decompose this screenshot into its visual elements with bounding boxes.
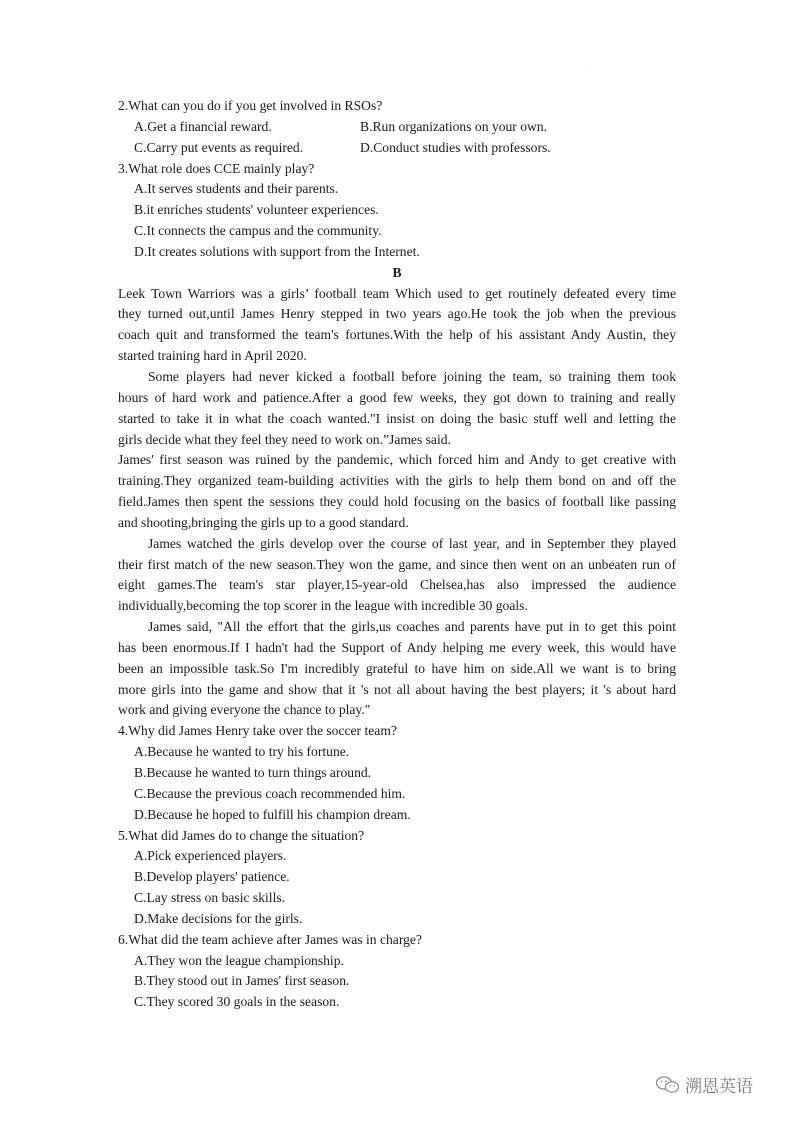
question-stem: 5.What did James do to change the situation? — [118, 827, 365, 843]
section-title: B — [392, 264, 402, 280]
wechat-icon — [655, 1075, 681, 1095]
passage-line: Leek Town Warriors was a girls’ football team Which used to get routinely defeated every time — [118, 285, 676, 301]
option: C.It connects the campus and the community. — [134, 223, 382, 239]
question-2-options-row-2 — [118, 138, 676, 159]
passage-line: and shooting,bringing the girls up to a good standard. — [118, 514, 409, 530]
passage-line: James watched the girls develop over the course of last year, and in September they played — [148, 535, 676, 551]
passage-line: hours of hard work and patience.After a good few weeks, they got down to training and really — [118, 389, 676, 405]
passage-line: James' first season was ruined by the pandemic, which forced him and Andy to get creative with — [118, 452, 676, 468]
question-3-stem: 3.What role does CCE mainly play? — [118, 160, 315, 176]
passage-line: Some players had never kicked a football before joining the team, so training them took — [148, 368, 676, 384]
passage-line: training.They organized team-building activities with the girls to help them bond on and off the — [118, 473, 676, 489]
passage-line: individually,becoming the top scorer in the league with incredible 30 goals. — [118, 598, 528, 614]
passage — [118, 284, 676, 722]
option: C.Lay stress on basic skills. — [134, 890, 286, 906]
passage-line: eight games.The team's star player,15-year-old Chelsea,has also impressed the audience — [118, 577, 676, 593]
passage-line: more girls into the game and show that it 's not all about having the best players; it 's about hard — [118, 681, 676, 697]
watermark — [655, 1072, 753, 1097]
option: D.It creates solutions with support from the Internet. — [134, 243, 420, 259]
passage-line: been an impossible task.So I'm incredibly grateful to have him on side.All we want is to bring — [118, 660, 676, 676]
passage-line: started training hard in April 2020. — [118, 348, 307, 364]
option: B.They stood out in James' first season. — [134, 973, 350, 989]
option: B.Run organizations on your own. — [360, 118, 548, 134]
passage-line: started to take it in what the coach wanted."I insist on doing the basic stuff well and letting the — [118, 410, 676, 426]
passage-line: field.James then spent the sessions they could hold focusing on the basics of football like passing — [118, 494, 676, 510]
option: C.They scored 30 goals in the season. — [134, 994, 340, 1010]
watermark-text: 溯恩英语 — [685, 1077, 753, 1097]
option: C.Carry put events as required. — [134, 139, 304, 155]
passage-line: work and giving everyone the chance to play." — [118, 702, 371, 718]
passage-line: James said, "All the effort that the girls,us coaches and parents have put in to get this point — [148, 619, 676, 635]
option: A.It serves students and their parents. — [134, 181, 339, 197]
document-body — [118, 96, 676, 1013]
option: A.Because he wanted to try his fortune. — [134, 744, 350, 760]
questions — [118, 721, 676, 1013]
question-stem: 4.Why did James Henry take over the soccer team? — [118, 723, 397, 739]
scan-speck — [589, 66, 590, 67]
passage-line: they turned out,until James Henry stepped in two years ago.He took the job when the previous — [118, 306, 676, 322]
option: C.Because the previous coach recommended him. — [134, 785, 406, 801]
option: D.Because he hoped to fulfill his champion dream. — [134, 806, 411, 822]
option: D.Make decisions for the girls. — [134, 910, 303, 926]
passage-line: girls decide what they feel they need to work on.”James said. — [118, 431, 451, 447]
option: B.Develop players' patience. — [134, 869, 290, 885]
passage-line: their first match of the new season.They won the game, and since then went on an unbeaten run of — [118, 556, 676, 572]
passage-line: coach quit and transformed the team's fortunes.With the help of his assistant Andy Austin, they — [118, 327, 676, 343]
option: A.Get a financial reward. — [134, 118, 272, 134]
option: B.Because he wanted to turn things around. — [134, 765, 372, 780]
option: B.it enriches students' volunteer experiences. — [134, 202, 379, 218]
question-2-options-row-1 — [118, 117, 676, 138]
option: A.They won the league championship. — [134, 952, 344, 968]
option: A.Pick experienced players. — [134, 848, 287, 864]
passage-line: has been enormous.If I hadn't had the Support of Andy helping me every week, this would have — [118, 639, 676, 655]
question-stem: 6.What did the team achieve after James was in charge? — [118, 931, 422, 947]
question-2-stem: 2.What can you do if you get involved in RSOs? — [118, 98, 383, 113]
option: D.Conduct studies with professors. — [360, 139, 551, 155]
